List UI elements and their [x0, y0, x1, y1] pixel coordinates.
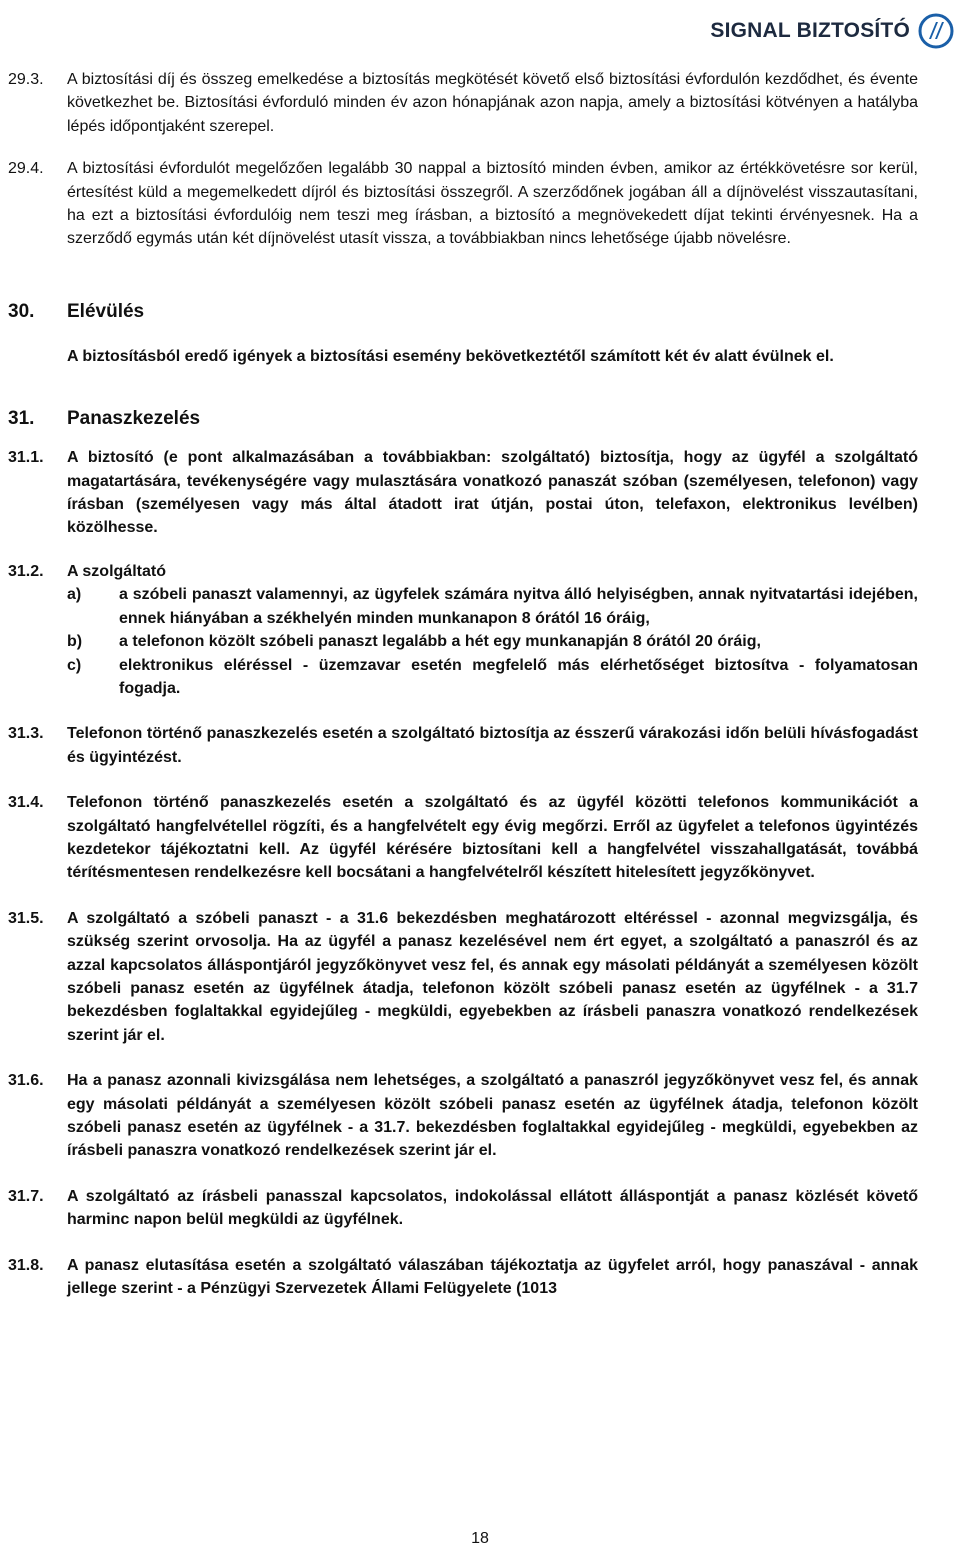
clause-31-3	[8, 722, 918, 769]
clause-number: 31.7.	[8, 1187, 44, 1205]
clause-number: 31.6.	[8, 1072, 44, 1090]
clause-text: Telefonon történő panaszkezelés esetén a szolgáltató és az ügyfél közötti telefonos kommunikációt a szolgáltató hangfelvétellel rögzíti, és a hangfelvételt egy évig megőrzi. Erről az ügyfelet a telefonos ügyintézés kezdetekor tájékoztatni kell. Az ügyfél kérésére biztosítani kell a hangfelvétel visszahallgatását, továbbá térítésmentesen rendelkezésre kell bocsátani a hangfelvételről készített hitelesített jegyzőkönyvet.	[67, 794, 918, 882]
section-30-text	[8, 345, 918, 368]
section-title: Panaszkezelés	[67, 408, 201, 430]
list-item-text: elektronikus eléréssel - üzemzavar esetén megfelelő más elérhetőséget biztosítva - folyamatosan fogadja.	[119, 656, 918, 697]
clause-text: A biztosító (e pont alkalmazásában a továbbiakban: szolgáltató) biztosítja, hogy az ügyfél a szolgáltató magatartására, tevékenységére vagy mulasztására vonatkozó panaszát szóban (személyesen, telefonon) vagy írásban (személyesen vagy más által átadott irat útján, postai úton, telefaxon, elektronikus levélben) közölhesse.	[67, 449, 918, 537]
list-item-label: c)	[67, 656, 82, 674]
signal-logo-icon	[918, 13, 954, 49]
clause-number: 31.2.	[8, 562, 44, 580]
paragraph-text: A biztosításból eredő igények a biztosítási esemény bekövetkeztétől számított két év alatt évülnek el.	[67, 347, 834, 365]
section-number: 31.	[8, 408, 35, 430]
section-heading-30	[8, 301, 918, 323]
clause-number: 31.1.	[8, 449, 44, 467]
list-item	[67, 583, 918, 630]
clause-number: 31.5.	[8, 909, 44, 927]
clause-text: A biztosítási évfordulót megelőzően legalább 30 nappal a biztosító minden évben, amikor az értékkövetésre sor kerül, értesítést küld a megemelkedett díjról és biztosítási összegről. A szerződőnek jogában áll a díjnövelést visszautasítani, ha ezt a biztosítási évfordulóig nem teszi meg írásban, a biztosító a megnövekedett díjat tekinti érvényesnek. Ha a szerződő egymás után két díjnövelést utasít vissza, a továbbiakban nincs lehetősége újabb növelésre.	[67, 160, 918, 248]
list-item	[67, 654, 918, 701]
clause-29-4	[8, 157, 918, 251]
clause-number: 31.4.	[8, 794, 44, 812]
clause-31-6	[8, 1069, 918, 1163]
list-item-label: b)	[67, 633, 83, 651]
clause-31-1	[8, 446, 918, 540]
clause-31-7	[8, 1185, 918, 1232]
clause-list	[67, 583, 918, 700]
brand-name: SIGNAL BIZTOSÍTÓ	[710, 19, 910, 42]
document-body	[8, 68, 918, 1300]
clause-text: A panasz elutasítása esetén a szolgáltató válaszában tájékoztatja az ügyfelet arról, hogy panaszával - annak jellege szerint - a Pénzügyi Szervezetek Állami Felügyelete (1013	[67, 1256, 918, 1298]
clause-31-8	[8, 1254, 918, 1301]
clause-number: 29.3.	[8, 71, 44, 88]
page-number: 18	[471, 1530, 489, 1547]
clause-31-4	[8, 791, 918, 885]
clause-number: 29.4.	[8, 160, 44, 178]
section-title: Elévülés	[67, 300, 145, 322]
clause-31-5	[8, 907, 918, 1047]
list-item	[67, 630, 918, 653]
list-item-text: a telefonon közölt szóbeli panaszt legalább a hét egy munkanapján 8 órától 20 óráig,	[119, 633, 761, 651]
clause-31-2	[8, 560, 918, 700]
clause-text: Ha a panasz azonnali kivizsgálása nem lehetséges, a szolgáltató a panaszról jegyzőkönyvet vesz fel, és annak egy másolati példányát a személyesen közölt szóbeli panasz esetén az ügyfélnek átadja, telefonon közölt szóbeli panasz esetén az ügyfélnek - a 31.7. bekezdésben foglaltakkal egyidejűleg - megküldi, egyebekben az írásbeli panaszra vonatkozó rendelkezések szerint jár el.	[67, 1072, 918, 1160]
clause-text: A biztosítási díj és összeg emelkedése a biztosítás megkötését követő első biztosítási évfordulón kezdődhet, és évente következhet be. Biztosítási évforduló minden év azon hónapjának azon napja, amely a biztosítási kötvényen a hatályba lépés időpontjaként szerepel.	[67, 71, 918, 135]
list-item-text: a szóbeli panaszt valamennyi, az ügyfelek számára nyitva álló helyiségben, annak nyitvatartási idejében, ennek hiányában a székhelyén minden munkanapon 8 órától 16 óráig,	[119, 586, 918, 627]
section-number: 30.	[8, 300, 35, 322]
clause-text: Telefonon történő panaszkezelés esetén a szolgáltató biztosítja az ésszerű várakozási időn belüli hívásfogadást és ügyintézést.	[67, 725, 918, 766]
clause-number: 31.3.	[8, 725, 44, 743]
clause-number: 31.8.	[8, 1256, 44, 1274]
section-heading-31	[8, 408, 918, 430]
clause-29-3	[8, 68, 918, 138]
list-item-label: a)	[67, 586, 82, 604]
clause-text: A szolgáltató	[67, 562, 166, 580]
clause-text: A szolgáltató a szóbeli panaszt - a 31.6 bekezdésben meghatározott eltéréssel - azonnal megvizsgálja, és szükség szerint orvosolja. Ha az ügyfél a panasz kezelésével nem ért egyet, a szolgáltató a panaszról és az azzal kapcsolatos álláspontjáról jegyzőkönyvet vesz fel, és annak egy másolati példányát a személyesen közölt szóbeli panasz esetén az ügyfélnek átadja, telefonon közölt szóbeli panasz esetén az ügyfélnek - a 31.7 bekezdésben foglaltakkal egyidejűleg - megküldi, egyebekben az írásbeli panaszra vonatkozó rendelkezések szerint jár el.	[67, 909, 918, 1044]
page-header	[710, 10, 954, 52]
clause-text: A szolgáltató az írásbeli panasszal kapcsolatos, indokolással ellátott álláspontját a panasz közlését követő harminc napon belül megküldi az ügyfélnek.	[67, 1187, 918, 1229]
